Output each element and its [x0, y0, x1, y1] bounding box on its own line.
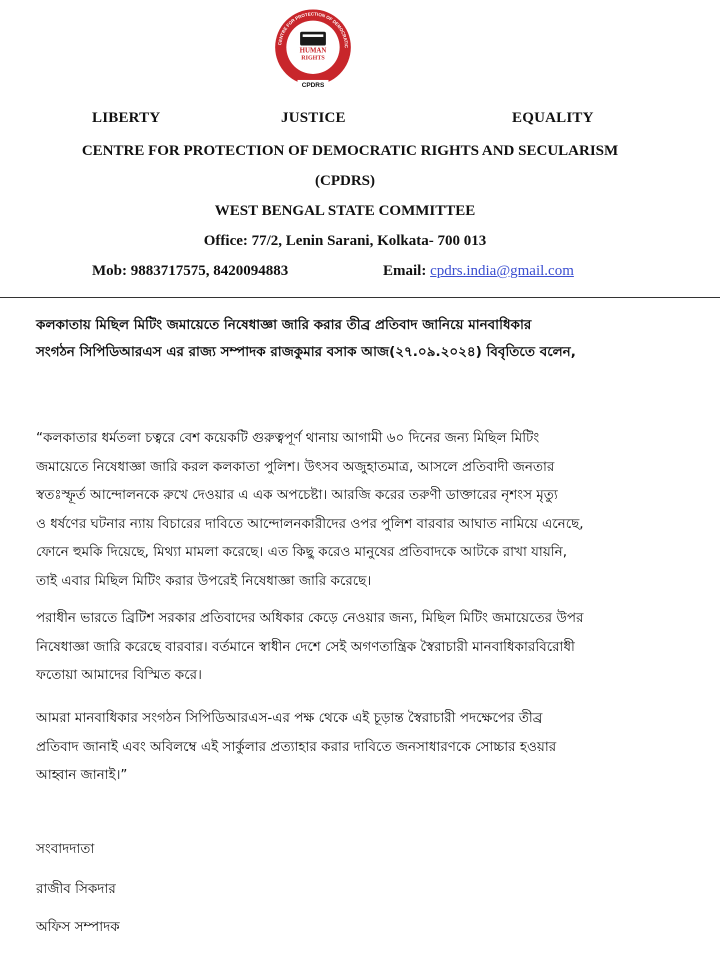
office-address: Office: 77/2, Lenin Sarani, Kolkata- 700 013 — [203, 233, 487, 249]
email-label: Email: — [383, 263, 427, 279]
paragraph-line: পরাধীন ভারতে ব্রিটিশ সরকার প্রতিবাদের অধিকার কেড়ে নেওয়ার জন্য, মিছিল মিটিং জমায়েতের উপর — [36, 610, 584, 626]
mobile-numbers: Mob: 9883717575, 8420094883 — [92, 263, 289, 279]
statement-paragraph-2 — [36, 604, 684, 690]
logo-bottom-text: CPDRS — [301, 81, 325, 89]
committee-name: WEST BENGAL STATE COMMITTEE — [214, 203, 476, 219]
cpdrs-logo — [270, 6, 356, 92]
signature-name: রাজীব সিকদার — [36, 881, 116, 897]
paragraph-line: স্বতঃস্ফূর্ত আন্দোলনকে রুখে দেওয়ার এ এক অপচেষ্টা। আরজি করের তরুণী ডাক্তারের নৃশংস মৃত্যু — [36, 487, 558, 503]
paragraph-line: প্রতিবাদ জানাই এবং অবিলম্বে এই সার্কুলার প্রত্যাহার করার দাবিতে জনসাধারণকে সোচ্চার হওয়ার — [36, 738, 557, 755]
paragraph-line: তাই এবার মিছিল মিটিং করার উপরেই নিষেধাজ্ঞা জারি করেছে। — [36, 572, 372, 589]
statement-paragraph-3 — [36, 704, 684, 790]
header-divider — [0, 297, 720, 298]
logo-center-text-2: RIGHTS — [301, 55, 325, 62]
motto-justice: JUSTICE — [281, 110, 346, 126]
org-abbreviation: (CPDRS) — [315, 173, 375, 189]
intro-paragraph — [36, 312, 686, 366]
paragraph-line: ফোনে হুমকি দিয়েছে, মিথ্যা মামলা করেছে। এত কিছু করেও মানুষের প্রতিবাদকে আটকে রাখা যায়নি, — [36, 544, 568, 560]
paragraph-line: ও ধর্ষণের ঘটনার ন্যায় বিচারের দাবিতে আন্দোলনকারীদের ওপর পুলিশ বারবার আঘাত নামিয়ে এনেছে, — [36, 515, 584, 532]
paragraph-line: জমায়েতে নিষেধাজ্ঞা জারি করল কলকাতা পুলিশ। উৎসব অজুহাতমাত্র, আসলে প্রতিবাদী জনতার — [36, 458, 555, 475]
intro-line: সংগঠন সিপিডিআরএস এর রাজ্য সম্পাদক রাজকুমার বসাক আজ(২৭.০৯.২০২৪) বিবৃতিতে বলেন, — [36, 344, 576, 360]
paragraph-line: নিষেধাজ্ঞা জারি করেছে বারবার। বর্তমানে স্বাধীন দেশে সেই অগণতান্ত্রিক স্বৈরাচারী মানবাধিকারবিরোধী — [36, 638, 575, 655]
email-block — [383, 263, 574, 280]
paragraph-line: “কলকাতার ধর্মতলা চত্বরে বেশ কয়েকটি গুরুত্বপূর্ণ থানায় আগামী ৬০ দিনের জন্য মিছিল মিটিং — [36, 430, 540, 446]
hands-icon — [300, 32, 326, 46]
logo-ring-text: CENTRE FOR PROTECTION OF DEMOCRATIC — [277, 11, 349, 48]
paragraph-line: আমরা মানবাধিকার সংগঠন সিপিডিআরএস-এর পক্ষ থেকে এই চূড়ান্ত স্বৈরাচারী পদক্ষেপের তীব্র — [36, 710, 543, 726]
signature-role-office-secretary: অফিস সম্পাদক — [36, 919, 120, 935]
email-link[interactable]: cpdrs.india@gmail.com — [430, 263, 574, 279]
paragraph-line: আহ্বান জানাই।” — [36, 767, 128, 783]
org-name: CENTRE FOR PROTECTION OF DEMOCRATIC RIGHTS AND SECULARISM — [81, 143, 619, 159]
statement-paragraph-1 — [36, 424, 684, 595]
logo-center-text-1: HUMAN — [299, 47, 327, 55]
signature-role-reporter: সংবাদদাতা — [36, 841, 95, 857]
motto-equality: EQUALITY — [512, 110, 594, 126]
intro-line: কলকাতায় মিছিল মিটিং জমায়েতে নিষেধাজ্ঞা জারি করার তীব্র প্রতিবাদ জানিয়ে মানবাধিকার — [36, 317, 532, 333]
paragraph-line: ফতোয়া আমাদের বিস্মিত করে। — [36, 667, 202, 683]
motto-liberty: LIBERTY — [92, 110, 161, 126]
